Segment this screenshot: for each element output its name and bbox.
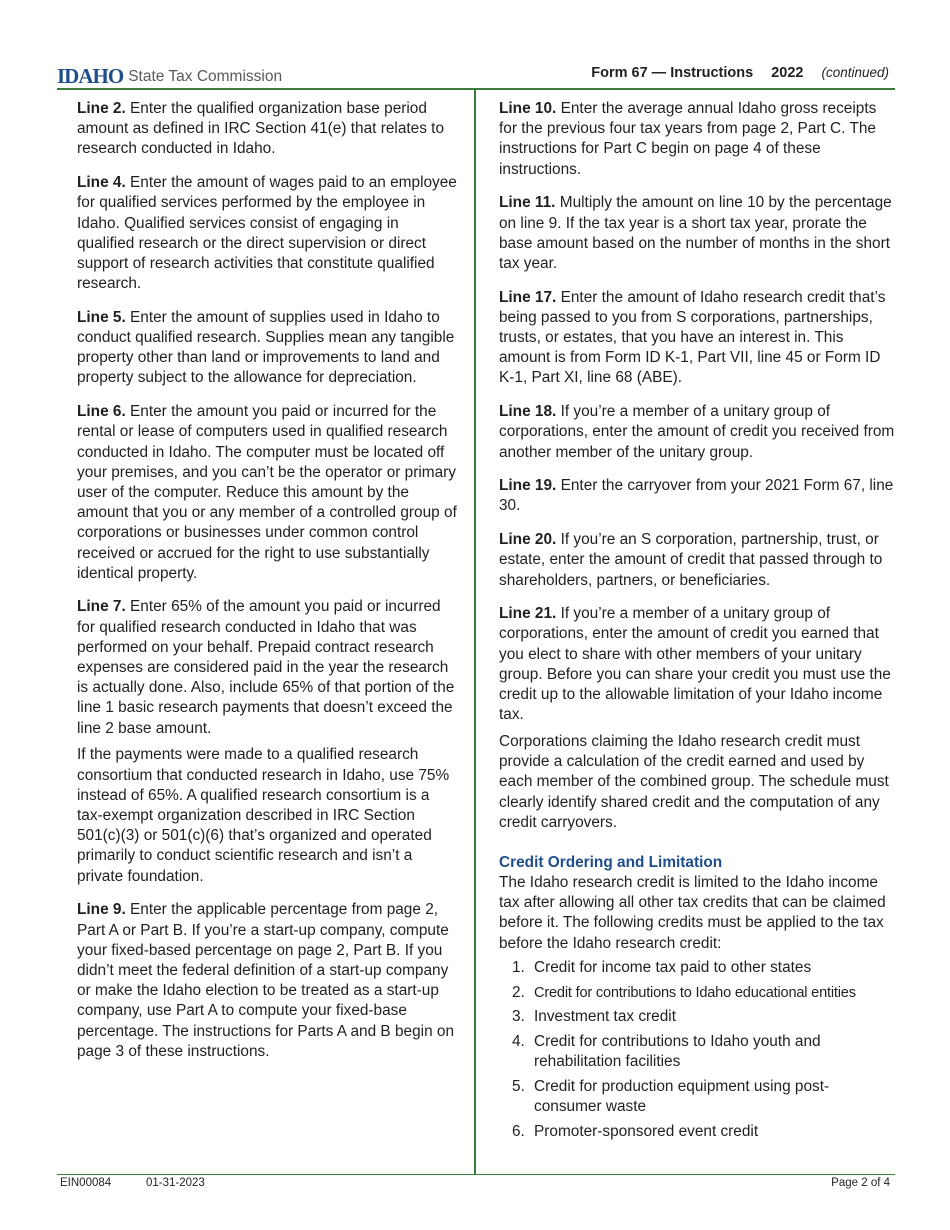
line-21-paragraph: Line 21. If you’re a member of a unitary group of corporations, enter the amount of credit you earned that you elect to share with other members of your unitary group. Before you can share your credit you must use the credit up to the allowable limitation of your Idaho income tax.	[499, 605, 891, 724]
continued-label: (continued)	[821, 65, 889, 80]
credit-ordering-intro: The Idaho research credit is limited to the Idaho income tax after allowing all other tax credits that can be claimed before it. The following credits must be applied to the tax before the Idaho research credit:	[499, 874, 886, 952]
credit-list	[499, 958, 895, 1142]
footer-rule	[57, 1174, 895, 1175]
consortium-paragraph: If the payments were made to a qualified research consortium that conducted research in Idaho, use 75% instead of 65%. A qualified research consortium is a tax-exempt organization described in IRC Section 501(c)(3) or 501(c)(6) that’s organized and operated primarily to conduct scientific research and isn’t a private foundation.	[77, 746, 450, 885]
list-item: 4. Credit for contributions to Idaho youth and rehabilitation facilities	[512, 1032, 821, 1071]
form-year: 2022	[771, 65, 804, 81]
agency-name: State Tax Commission	[128, 67, 283, 85]
page-number: Page 2 of 4	[831, 1177, 890, 1189]
list-item: 1. Credit for income tax paid to other states	[512, 958, 812, 976]
line-10-paragraph: Line 10. Enter the average annual Idaho gross receipts for the previous four tax years from page 2, Part C. The instructions for Part C begin on page 4 of these instructions.	[499, 100, 877, 178]
list-item: 3. Investment tax credit	[512, 1008, 676, 1026]
idaho-logo	[57, 64, 282, 89]
line-18-paragraph: Line 18. If you’re a member of a unitary group of corporations, enter the amount of credit you received from another member of the unitary group.	[499, 403, 895, 461]
line-4-paragraph: Line 4. Enter the amount of wages paid to an employee for qualified services performed by the employee in Idaho. Qualified services consist of engaging in qualified research or the direct supervision or direct support of research activities that constitute qualified research.	[77, 174, 457, 293]
line-20-paragraph: Line 20. If you’re an S corporation, partnership, trust, or estate, enter the amount of credit that passed through to shareholders, partners, or beneficiaries.	[499, 531, 883, 589]
form-title-block	[591, 65, 889, 81]
list-item: 5. Credit for production equipment using post-consumer waste	[512, 1077, 830, 1116]
line-5-paragraph: Line 5. Enter the amount of supplies used in Idaho to conduct qualified research. Supplies mean any tangible property other than land or improvements to land and property subject to the allowance for depreciation.	[77, 308, 455, 387]
right-column	[499, 99, 895, 1146]
corporations-paragraph: Corporations claiming the Idaho research credit must provide a calculation of the credit earned and used by each member of the combined group. The schedule must clearly identify shared credit and the computation of any credit carryovers.	[499, 732, 889, 831]
logo-mark: IDAHO	[57, 64, 124, 88]
line-17-paragraph: Line 17. Enter the amount of Idaho research credit that’s being passed to you from S corporations, partnerships, trusts, or estates, that you have an interest in. This amount is from Form ID K-1, Part VII, line 45 or Form ID K-1, Part XI, line 68 (ABE).	[499, 288, 886, 387]
left-column	[77, 99, 457, 1075]
line-19-paragraph: Line 19. Enter the carryover from your 2021 Form 67, line 30.	[499, 477, 894, 515]
list-item: 6. Promoter-sponsored event credit	[512, 1122, 759, 1140]
page-header	[57, 62, 895, 88]
line-11-paragraph: Line 11. Multiply the amount on line 10 by the percentage on line 9. If the tax year is a short tax year, prorate the base amount based on the number of months in the short tax year.	[499, 194, 892, 272]
credit-ordering-heading: Credit Ordering and Limitation	[499, 854, 723, 871]
form-code: EIN00084	[60, 1177, 112, 1189]
revision-date: 01-31-2023	[146, 1177, 205, 1189]
line-6-paragraph: Line 6. Enter the amount you paid or incurred for the rental or lease of computers used in qualified research conducted in Idaho. The computer must be located off your premises, and you can’t be the operator or primary user of the computer. Reduce this amount by the amount that you or any member of a controlled group of corporations or businesses under common control received or accrued for the right to use substantially identical property.	[77, 403, 457, 582]
header-rule	[57, 88, 895, 90]
line-2-paragraph: Line 2. Enter the qualified organization base period amount as defined in IRC Section 41(e) that relates to research conducted in Idaho.	[77, 100, 445, 158]
list-item: 2. Credit for contributions to Idaho educational entities	[512, 983, 856, 1001]
line-7-paragraph: Line 7. Enter 65% of the amount you paid or incurred for qualified research conducted in Idaho that was performed on your behalf. Prepaid contract research expenses are considered paid in the year the research is actually done. Also, include 65% of that portion of the line 1 basic research payments that doesn’t exceed the line 2 base amount.	[77, 598, 455, 737]
line-9-paragraph: Line 9. Enter the applicable percentage from page 2, Part A or Part B. If you’re a start-up company, compute your fixed-based percentage on page 2, Part B. If you didn’t meet the federal definition of a start-up company or make the Idaho election to be treated as a start-up company, use Part A to compute your fixed-base percentage. The instructions for Parts A and B begin on page 3 of these instructions.	[77, 901, 455, 1060]
column-divider	[474, 90, 476, 1174]
form-title: Form 67 — Instructions	[591, 65, 754, 81]
